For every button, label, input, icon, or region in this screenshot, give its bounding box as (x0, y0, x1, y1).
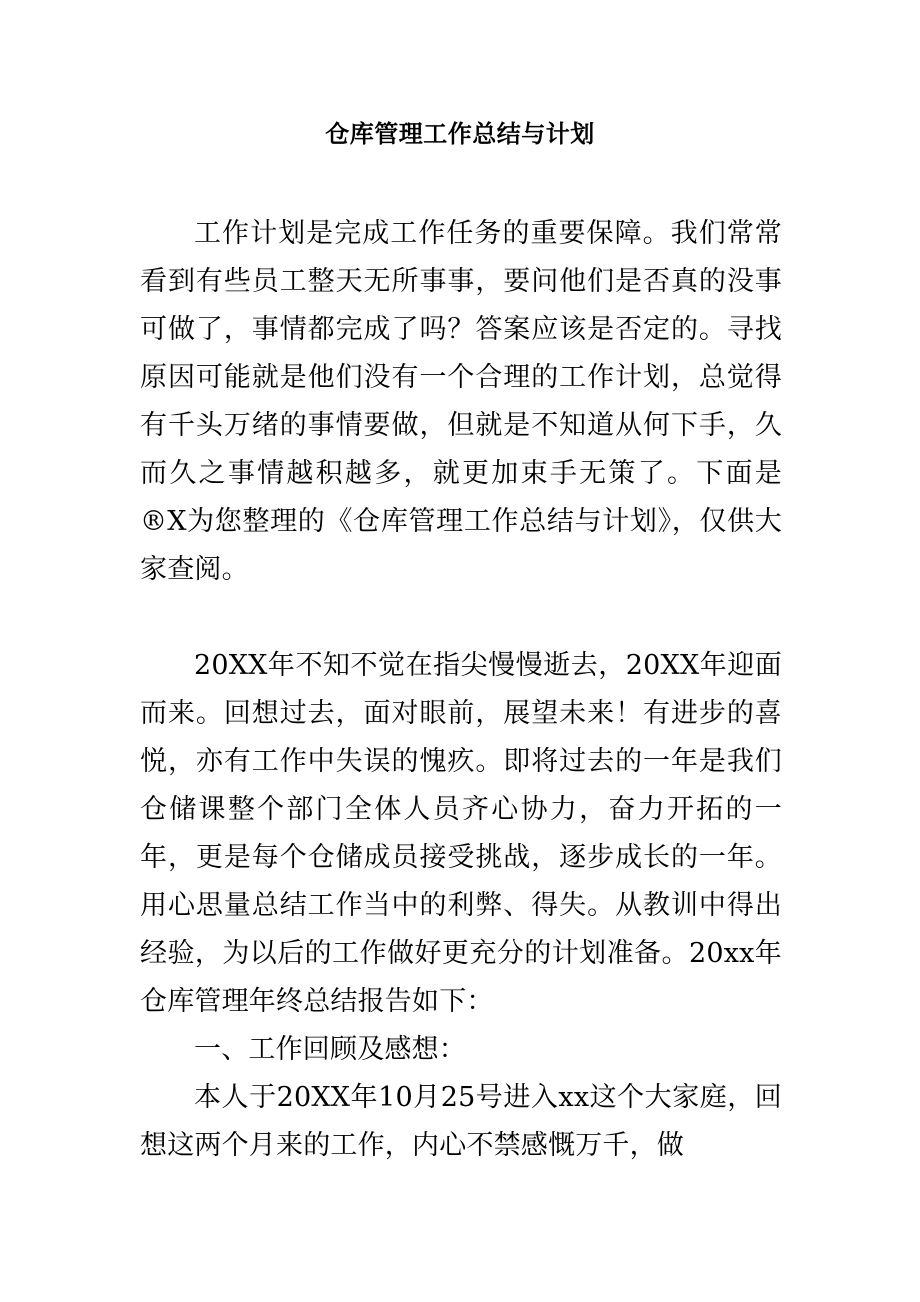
summary-paragraph: 20XX年不知不觉在指尖慢慢逝去，20XX年迎面而来。回想过去，面对眼前，展望未来！有进步的喜悦，亦有工作中失误的愧疚。即将过去的一年是我们仓储课整个部门全体人员齐心协力，奋力开拓的一年，更是每个仓储成员接受挑战，逐步成长的一年。用心思量总结工作当中的利弊、得失。从教训中得出经验，为以后的工作做好更充分的计划准备。20xx年仓库管理年终总结报告如下： (140, 650, 782, 1017)
paragraph-spacer (140, 594, 782, 642)
section-heading: 一、工作回顾及感想： (194, 1034, 466, 1065)
document-body (140, 210, 782, 1170)
document-title: 仓库管理工作总结与计划 (325, 119, 595, 148)
review-paragraph: 本人于20XX年10月25号进入xx这个大家庭，回想这两个月来的工作，内心不禁感慨万千，做 (140, 1082, 782, 1161)
intro-paragraph: 工作计划是完成工作任务的重要保障。我们常常看到有些员工整天无所事事，要问他们是否真的没事可做了，事情都完成了吗？答案应该是否定的。寻找原因可能就是他们没有一个合理的工作计划，总觉得有千头万绪的事情要做，但就是不知道从何下手，久而久之事情越积越多，就更加束手无策了。下面是®X为您整理的《仓库管理工作总结与计划》，仅供大家查阅。 (140, 218, 782, 585)
